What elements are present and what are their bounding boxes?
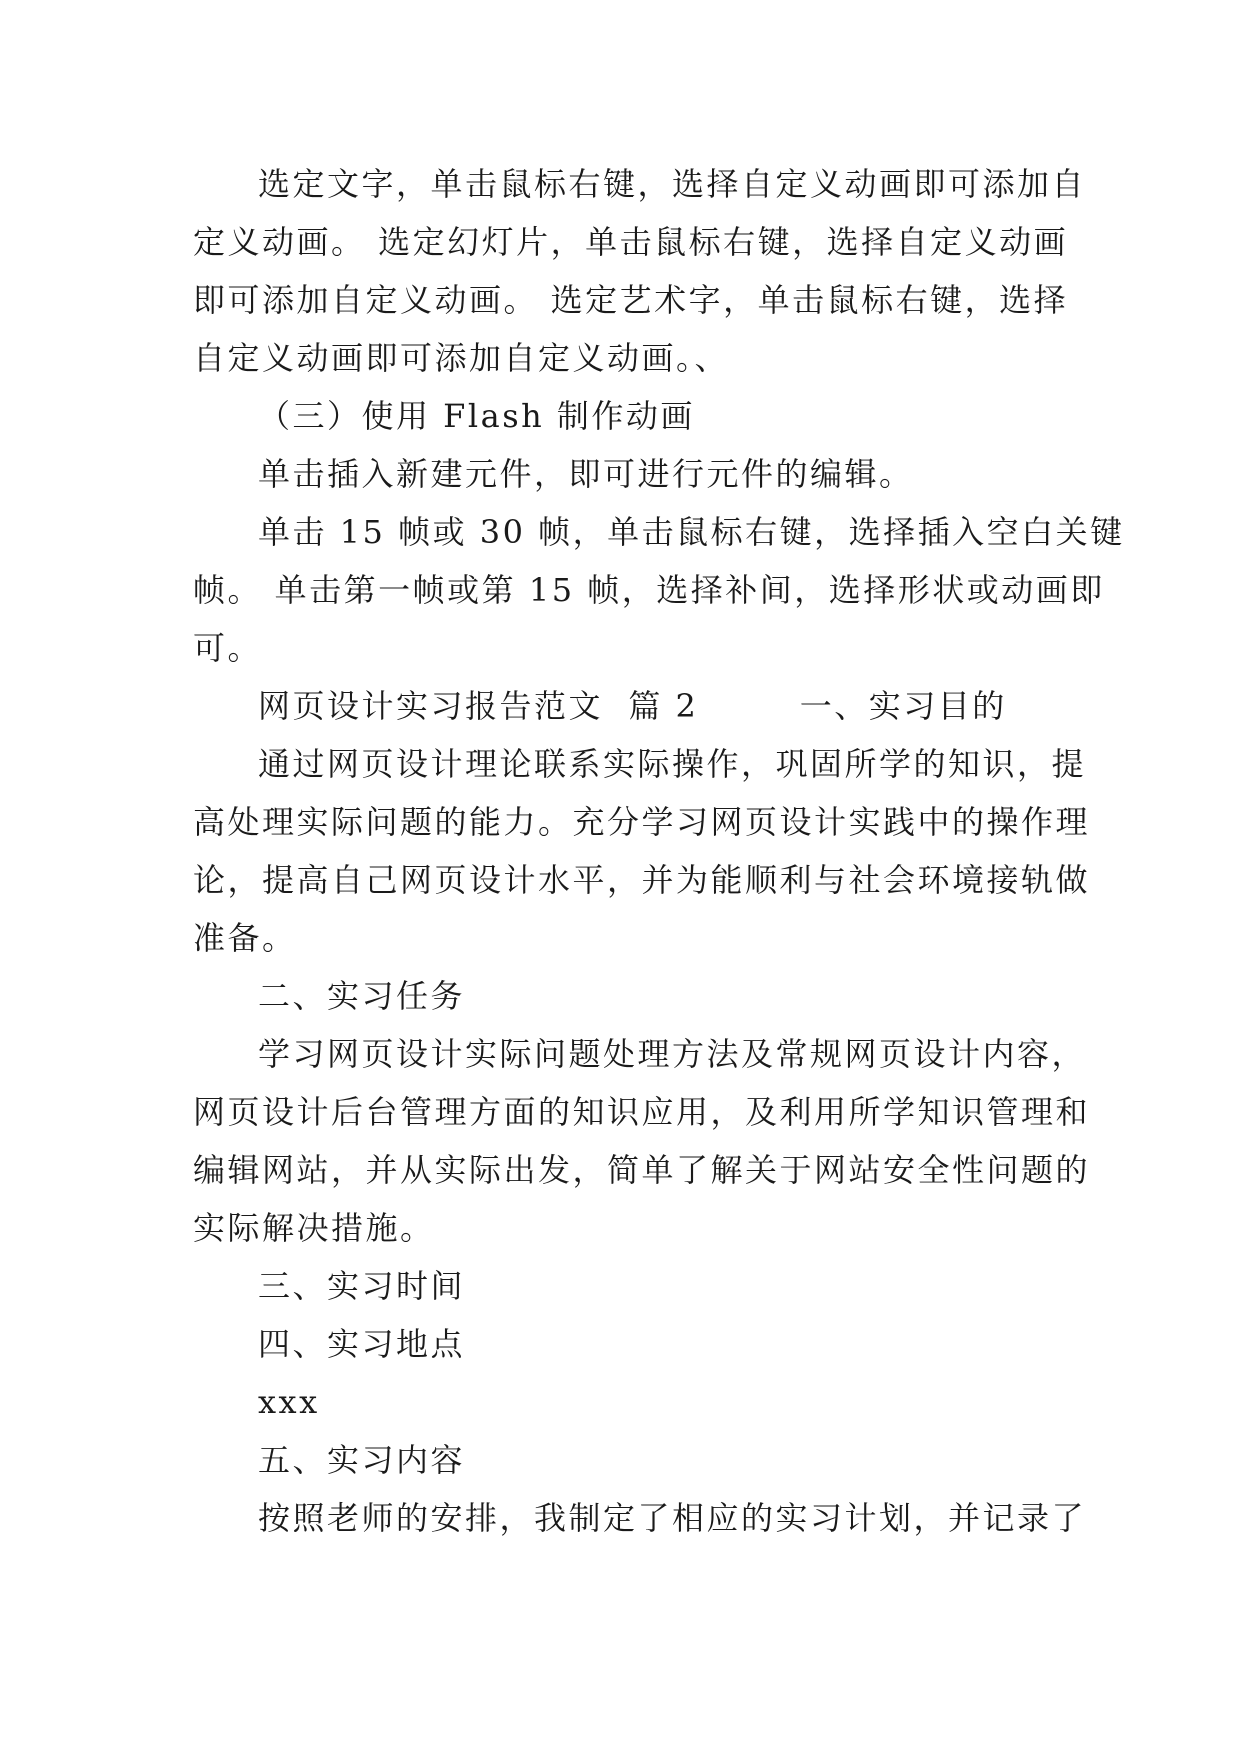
- paragraph-line: 帧。 单击第一帧或第 15 帧，选择补间，选择形状或动画即: [193, 571, 1105, 609]
- section-heading: 五、实习内容: [258, 1441, 466, 1479]
- paragraph-line: 单击插入新建元件，即可进行元件的编辑。: [258, 455, 914, 493]
- paragraph-line: 高处理实际问题的能力。充分学习网页设计实践中的操作理: [193, 803, 1091, 841]
- paragraph-line: 学习网页设计实际问题处理方法及常规网页设计内容，: [258, 1035, 1087, 1073]
- section-heading: 四、实习地点: [258, 1325, 466, 1363]
- paragraph-line: xxx: [258, 1383, 320, 1421]
- paragraph-line: 按照老师的安排，我制定了相应的实习计划，并记录了: [258, 1499, 1087, 1537]
- paragraph-line: 准备。: [193, 919, 297, 957]
- paragraph-line: 自定义动画即可添加自定义动画。、: [193, 339, 730, 377]
- paragraph-line: 通过网页设计理论联系实际操作，巩固所学的知识，提: [258, 745, 1087, 783]
- paragraph-line: 实际解决措施。: [193, 1209, 435, 1247]
- paragraph-line: 选定文字，单击鼠标右键，选择自定义动画即可添加自: [258, 165, 1087, 203]
- section-heading: 二、实习任务: [258, 977, 466, 1015]
- section-heading: 三、实习时间: [258, 1267, 466, 1305]
- paragraph-line: 可。: [193, 629, 263, 667]
- paragraph-line: 定义动画。 选定幻灯片，单击鼠标右键，选择自定义动画: [193, 223, 1069, 261]
- section-heading: （三）使用 Flash 制作动画: [258, 397, 695, 435]
- paragraph-line: 即可添加自定义动画。 选定艺术字，单击鼠标右键，选择: [193, 281, 1069, 319]
- article-heading: 网页设计实习报告范文 篇 2 一、实习目的: [258, 687, 1007, 725]
- paragraph-line: 编辑网站，并从实际出发，简单了解关于网站安全性问题的: [193, 1151, 1091, 1189]
- paragraph-line: 网页设计后台管理方面的知识应用，及利用所学知识管理和: [193, 1093, 1091, 1131]
- paragraph-line: 论，提高自己网页设计水平，并为能顺利与社会环境接轨做: [193, 861, 1091, 899]
- paragraph-line: 单击 15 帧或 30 帧，单击鼠标右键，选择插入空白关键: [258, 513, 1125, 551]
